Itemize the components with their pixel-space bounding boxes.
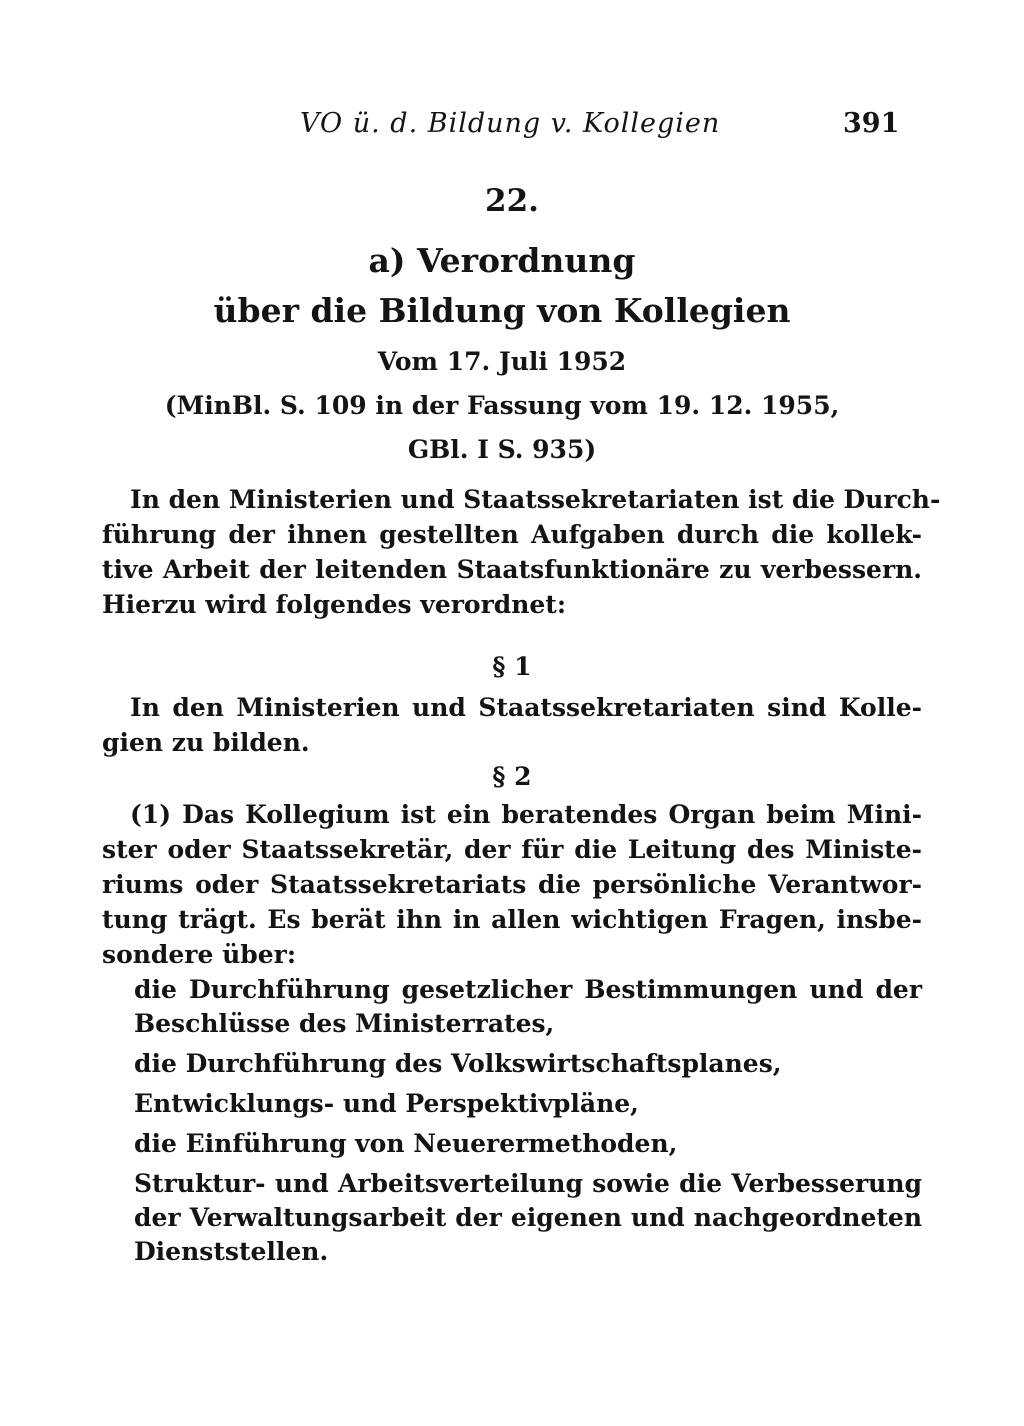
text-line: In den Ministerien und Staatssekretariaten ist die Durch- xyxy=(130,485,941,514)
text-line: sondere über: xyxy=(102,940,297,969)
preamble-paragraph xyxy=(102,482,941,622)
running-head: VO ü. d. Bildung v. Kollegien xyxy=(300,108,721,139)
text-line: riums oder Staatssekretariats die persönliche Verantwor- xyxy=(102,870,922,899)
section-1-paragraph xyxy=(102,690,922,760)
text-line: tive Arbeit der leitenden Staatsfunktionäre zu verbessern. xyxy=(102,555,922,584)
list-item-line: Struktur- und Arbeitsverteilung sowie die Verbesserung xyxy=(134,1169,922,1198)
list-item xyxy=(134,1127,922,1161)
list-item xyxy=(134,1167,922,1269)
title-line: a) Verordnung xyxy=(368,241,636,280)
list-item-line: Entwicklungs- und Perspektivpläne, xyxy=(134,1089,639,1118)
text-line: In den Ministerien und Staatssekretariaten sind Kolle- xyxy=(130,693,922,722)
subtitle-line: GBl. I S. 935) xyxy=(407,435,597,464)
list-item-line: der Verwaltungsarbeit der eigenen und nachgeordneten xyxy=(134,1203,922,1232)
section-2-paragraph xyxy=(102,797,922,972)
page-number: 391 xyxy=(843,108,900,139)
list-item xyxy=(134,1087,922,1121)
text-line: ster oder Staatssekretär, der für die Leitung des Ministe- xyxy=(102,835,922,864)
document-number: 22. xyxy=(485,183,539,219)
section-1-heading: § 1 xyxy=(492,652,532,681)
text-line: (1) Das Kollegium ist ein beratendes Organ beim Mini- xyxy=(130,800,922,829)
section-2-heading: § 2 xyxy=(492,762,532,791)
list-item-line: die Durchführung gesetzlicher Bestimmungen und der xyxy=(134,975,922,1004)
list-item xyxy=(134,1047,922,1081)
list-item-line: die Durchführung des Volkswirtschaftsplanes, xyxy=(134,1049,782,1078)
list-item-line: Dienststellen. xyxy=(134,1237,329,1266)
text-line: Hierzu wird folgendes verordnet: xyxy=(102,590,567,619)
document-title xyxy=(0,236,1004,336)
title-line: über die Bildung von Kollegien xyxy=(213,291,791,330)
subtitle-line: Vom 17. Juli 1952 xyxy=(377,347,627,376)
text-line: tung trägt. Es berät ihn in allen wichtigen Fragen, insbe- xyxy=(102,905,922,934)
text-line: gien zu bilden. xyxy=(102,728,310,757)
subtitle-line: (MinBl. S. 109 in der Fassung vom 19. 12. 1955, xyxy=(164,391,840,420)
list-item-line: Beschlüsse des Ministerrates, xyxy=(134,1009,555,1038)
section-2-list xyxy=(134,973,922,1275)
document-subtitle xyxy=(0,340,1004,472)
text-line: führung der ihnen gestellten Aufgaben durch die kollek- xyxy=(102,520,922,549)
list-item xyxy=(134,973,922,1041)
list-item-line: die Einführung von Neuerermethoden, xyxy=(134,1129,678,1158)
